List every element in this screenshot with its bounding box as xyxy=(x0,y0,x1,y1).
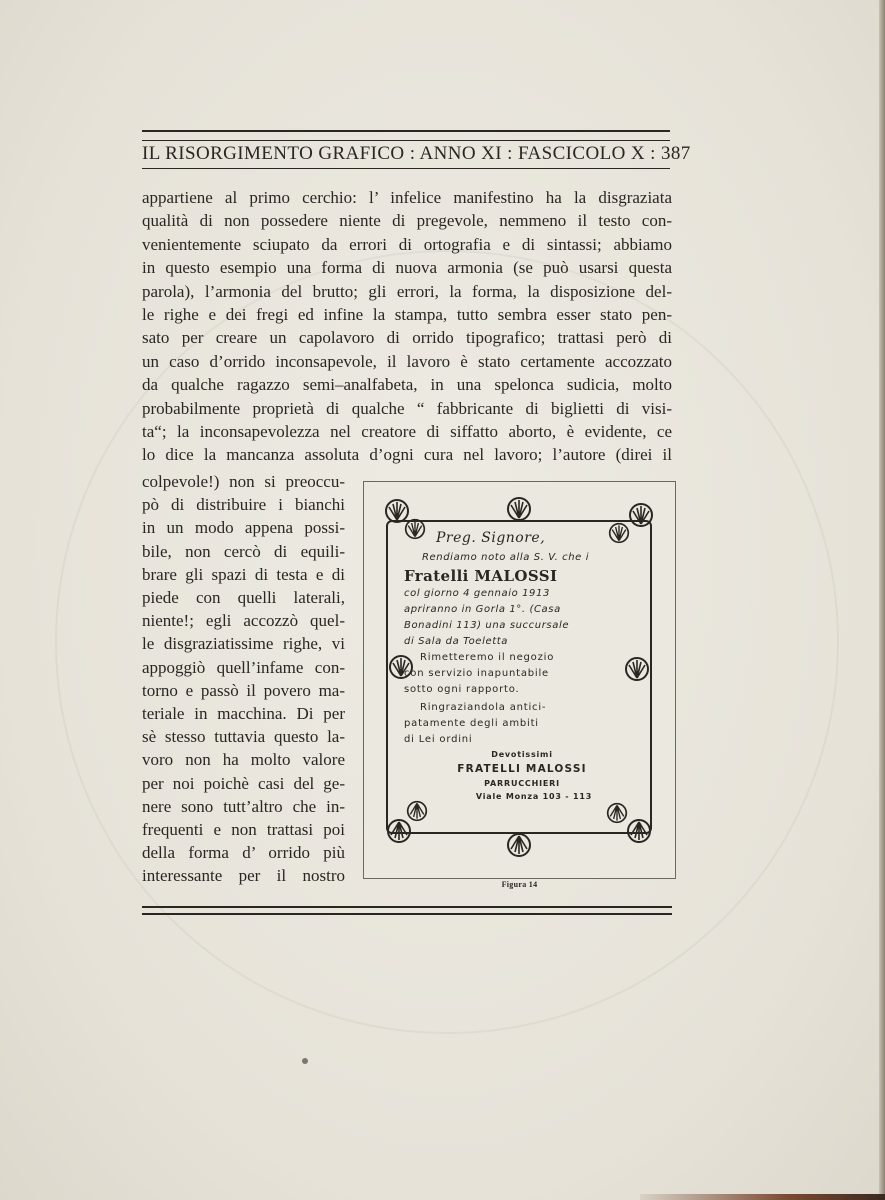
ad-signature: FRATELLI MALOSSI xyxy=(457,763,587,775)
body-line: parola), l’armonia del brutto; gli errori, la forma, la disposizione del- xyxy=(142,281,672,301)
footer-double-rule xyxy=(142,906,672,915)
body-line: probabilmente proprietà di qualche “ fabbricante di biglietti di visi- xyxy=(142,398,672,418)
column-line: in un modo appena possi- xyxy=(142,518,345,538)
body-line: le righe e dei fregi ed infine la stampa, tutto sembra esser stato pen- xyxy=(142,305,672,325)
ad-line: Ringraziandola antici- xyxy=(420,702,547,713)
ad-line: con servizio inapuntabile xyxy=(404,668,549,679)
ad-line: di Sala da Toeletta xyxy=(404,636,508,647)
page-edge-bottom xyxy=(640,1194,885,1200)
fan-ornament-icon xyxy=(506,832,532,858)
column-line: frequenti e non trattasi poi xyxy=(142,820,345,840)
fan-ornament-icon xyxy=(506,496,532,522)
ad-salutation: Preg. Signore, xyxy=(436,530,546,546)
running-header: IL RISORGIMENTO GRAFICO : ANNO XI : FASCICOLO X : 387 xyxy=(142,143,691,164)
column-line: torno e passò il povero ma- xyxy=(142,680,345,700)
column-line: niente!; egli accozzò quel- xyxy=(142,611,345,631)
body-line: in questo esempio una forma di nuova armonia (se può usarsi questa xyxy=(142,258,672,278)
body-line: da qualche ragazzo semi–analfabeta, in una spelonca sudicia, molto xyxy=(142,375,672,395)
figure-14 xyxy=(363,481,676,889)
body-text xyxy=(142,186,672,467)
ad-line: Rendiamo noto alla S. V. che i xyxy=(422,552,590,563)
column-line: piede con quelli laterali, xyxy=(142,588,345,608)
ad-brand: Fratelli MALOSSI xyxy=(404,567,558,585)
advertisement-text xyxy=(404,530,640,803)
side-column-text xyxy=(142,470,345,888)
column-line: bile, non cercò di equili- xyxy=(142,541,345,561)
body-line: lo dice la mancanza assoluta d’ogni cura nel lavoro; l’autore (direi il xyxy=(142,445,672,465)
column-line: brare gli spazi di testa e di xyxy=(142,564,345,584)
column-line: per noi poichè casi del ge- xyxy=(142,773,345,793)
body-line: sato per creare un capolavoro di orrido tipografico; trattasi però di xyxy=(142,328,672,348)
ad-line: Bonadini 113) una succursale xyxy=(404,620,570,631)
fan-ornament-icon xyxy=(628,502,654,528)
fan-ornament-icon xyxy=(406,800,428,822)
ad-line: col giorno 4 gennaio 1913 xyxy=(404,588,550,599)
ad-line: apriranno in Gorla 1°. (Casa xyxy=(404,604,561,615)
column-line: interessante per il nostro xyxy=(142,866,345,886)
body-line: ta“; la inconsapevolezza nel creatore di siffatto aborto, è evidente, ce xyxy=(142,422,672,442)
body-line: qualità di non possedere niente di pregevole, nemmeno il testo con- xyxy=(142,211,672,231)
column-line: voro non ha molto valore xyxy=(142,750,345,770)
body-line: un caso d’orrido inconsapevole, il lavoro è stato certamente accozzato xyxy=(142,351,672,371)
ad-line: patamente degli ambiti xyxy=(404,718,539,729)
body-line: appartiene al primo cerchio: l’ infelice manifestino ha la disgraziata xyxy=(142,188,672,207)
fan-ornament-icon xyxy=(626,818,652,844)
column-line: teriale in macchina. Di per xyxy=(142,704,345,724)
column-line: appoggiò quell’infame con- xyxy=(142,657,345,677)
ad-address: Viale Monza 103 - 113 xyxy=(475,792,593,801)
header-rule xyxy=(142,168,670,169)
ad-line: di Lei ordini xyxy=(404,734,473,745)
column-line: le disgraziatissime righe, vi xyxy=(142,634,345,654)
ad-closing: Devotissimi xyxy=(491,750,553,759)
column-line: colpevole!) non si preoccu- xyxy=(142,472,345,491)
header-double-rule xyxy=(142,130,670,141)
column-line: sè stesso tuttavia questo la- xyxy=(142,727,345,747)
fan-ornament-icon xyxy=(606,802,628,824)
paper-speck xyxy=(302,1058,308,1064)
column-line: nere sono tutt’altro che in- xyxy=(142,796,345,816)
column-line: pò di distribuire i bianchi xyxy=(142,495,345,515)
ad-trade: PARRUCCHIERI xyxy=(484,779,560,788)
ad-line: sotto ogni rapporto. xyxy=(404,684,520,695)
ad-line: Rimetteremo il negozio xyxy=(420,652,555,663)
figure-caption: Figura 14 xyxy=(501,880,538,889)
column-line: della forma d’ orrido più xyxy=(142,843,345,863)
page-edge-right xyxy=(879,0,885,1200)
body-line: venientemente sciupato da errori di ortografia e di sintassi; abbiamo xyxy=(142,234,672,254)
